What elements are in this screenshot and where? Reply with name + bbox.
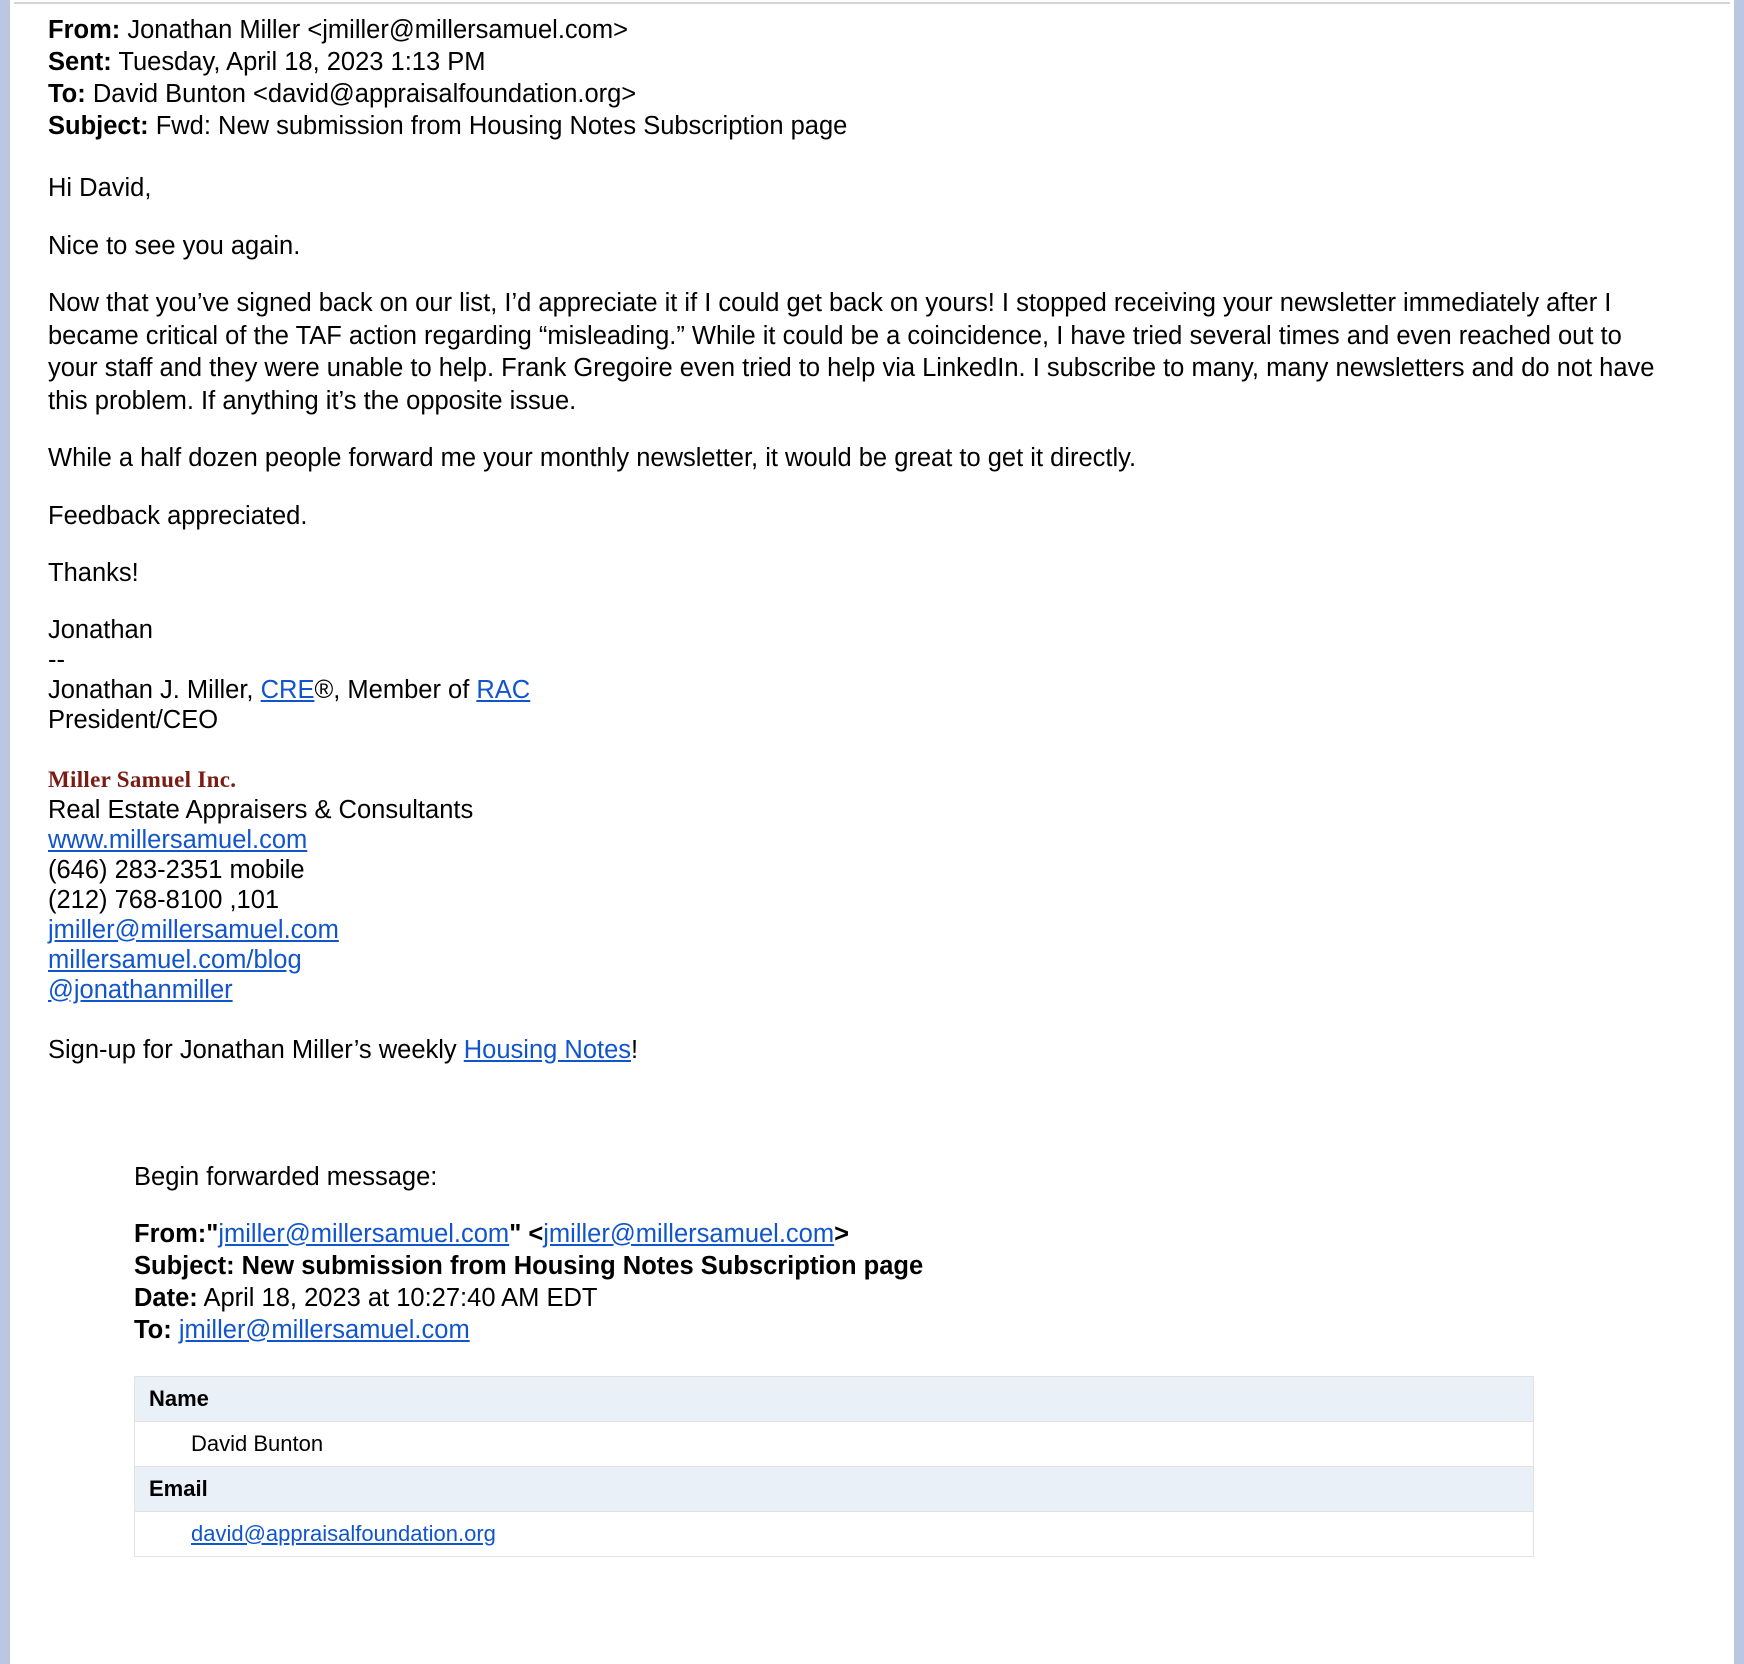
- forwarded-from-display-link[interactable]: jmiller@millersamuel.com: [218, 1219, 510, 1248]
- body-paragraph-4: Thanks!: [48, 559, 139, 587]
- signature-credential-mid: ®, Member of: [314, 675, 477, 704]
- forwarded-to-link[interactable]: jmiller@millersamuel.com: [178, 1315, 470, 1344]
- forwarded-date-row: [134, 1282, 1668, 1314]
- page-border-left: [0, 0, 10, 1664]
- table-header-email: Email: [135, 1466, 1534, 1511]
- submission-email-link[interactable]: david@appraisalfoundation.org: [191, 1520, 496, 1546]
- forwarded-subject-line: Subject: New submission from Housing Notes Subscription page: [134, 1251, 924, 1280]
- signature-credential-prefix: Jonathan J. Miller,: [48, 675, 261, 704]
- submission-table: [134, 1376, 1534, 1557]
- signature-name: Jonathan: [48, 615, 153, 644]
- table-row: [135, 1511, 1534, 1556]
- forwarded-from-bracket-close: >: [834, 1219, 850, 1248]
- office-phone: (212) 768-8100 ,101: [48, 885, 280, 914]
- signature-title: President/CEO: [48, 705, 219, 734]
- company-logo: Miller Samuel Inc.: [48, 766, 237, 792]
- begin-forwarded-label: Begin forwarded message:: [134, 1162, 438, 1191]
- website-link[interactable]: www.millersamuel.com: [48, 825, 308, 854]
- twitter-link[interactable]: @jonathanmiller: [48, 975, 233, 1004]
- table-value-email: [135, 1511, 1534, 1556]
- signature-dashes: --: [48, 645, 65, 674]
- table-row: [135, 1466, 1534, 1511]
- company-tagline: Real Estate Appraisers & Consultants: [48, 795, 474, 824]
- greeting: Hi David,: [48, 174, 152, 202]
- table-row: [135, 1421, 1534, 1466]
- page-border-right-inner: [1730, 0, 1734, 1664]
- housing-notes-link[interactable]: Housing Notes: [463, 1035, 632, 1064]
- email-link[interactable]: jmiller@millersamuel.com: [48, 915, 339, 944]
- forwarded-message: [134, 1161, 1668, 1346]
- signup-line: [48, 1035, 1668, 1065]
- table-row: [135, 1376, 1534, 1421]
- page-border-left-inner: [10, 0, 14, 1664]
- forwarded-subject-row: [134, 1250, 1668, 1282]
- forwarded-date-label: Date:: [134, 1283, 198, 1312]
- forwarded-to-row: [134, 1314, 1668, 1346]
- from-label: From:: [48, 16, 121, 44]
- body-paragraph-1: Now that you’ve signed back on our list, I’d appreciate it if I could get back on yours! I stopped receiving your newsletter immediately after I became critical of the TAF action regarding “misleading.” While it could be a coincidence, I have tried several times and even reached out to your staff and they were unable to help. Frank Gregoire even tried to help via LinkedIn. I subscribe to many, many newsletters and do not have this problem. If anything it’s the opposite issue.: [48, 289, 1655, 415]
- subject-label: Subject:: [48, 112, 149, 140]
- header-sent-row: [48, 46, 1668, 78]
- header-to-row: [48, 78, 1668, 110]
- mobile-phone: (646) 283-2351 mobile: [48, 855, 305, 884]
- signup-suffix: !: [631, 1035, 639, 1064]
- forwarded-from-label: From:: [134, 1219, 207, 1248]
- email-signature: [48, 615, 1668, 1065]
- email-document: [48, 14, 1668, 1557]
- body-paragraph-3: Feedback appreciated.: [48, 501, 308, 530]
- top-divider: [14, 2, 1730, 4]
- signature-credentials: [48, 675, 1668, 705]
- signup-prefix: Sign-up for Jonathan Miller’s weekly: [48, 1035, 464, 1064]
- header-from-row: [48, 14, 1668, 46]
- cre-link[interactable]: CRE: [260, 675, 315, 704]
- table-header-name: Name: [135, 1376, 1534, 1421]
- sent-value: Tuesday, April 18, 2023 1:13 PM: [118, 48, 486, 76]
- email-body: [48, 172, 1668, 590]
- body-paragraph-2: While a half dozen people forward me your monthly newsletter, it would be great to get it directly.: [48, 444, 1137, 472]
- forwarded-from-quote-open: ": [206, 1219, 219, 1248]
- header-subject-row: [48, 110, 1668, 142]
- subject-value: Fwd: New submission from Housing Notes Subscription page: [155, 112, 848, 140]
- table-value-name: David Bunton: [135, 1421, 1534, 1466]
- forwarded-from-address-link[interactable]: jmiller@millersamuel.com: [543, 1219, 835, 1248]
- rac-link[interactable]: RAC: [476, 675, 531, 704]
- forwarded-from-quote-close: " <: [509, 1219, 544, 1248]
- from-value: Jonathan Miller <jmiller@millersamuel.com>: [127, 16, 628, 44]
- to-value: David Bunton <david@appraisalfoundation.org>: [92, 80, 637, 108]
- forwarded-from-row: [134, 1218, 1668, 1250]
- sent-label: Sent:: [48, 48, 112, 76]
- forwarded-to-label: To:: [134, 1315, 172, 1344]
- page-border-right: [1734, 0, 1744, 1664]
- body-line-1: Nice to see you again.: [48, 231, 301, 260]
- blog-link[interactable]: millersamuel.com/blog: [48, 945, 302, 974]
- email-header: [48, 14, 1668, 142]
- forwarded-date-value: April 18, 2023 at 10:27:40 AM EDT: [197, 1283, 598, 1312]
- to-label: To:: [48, 80, 86, 108]
